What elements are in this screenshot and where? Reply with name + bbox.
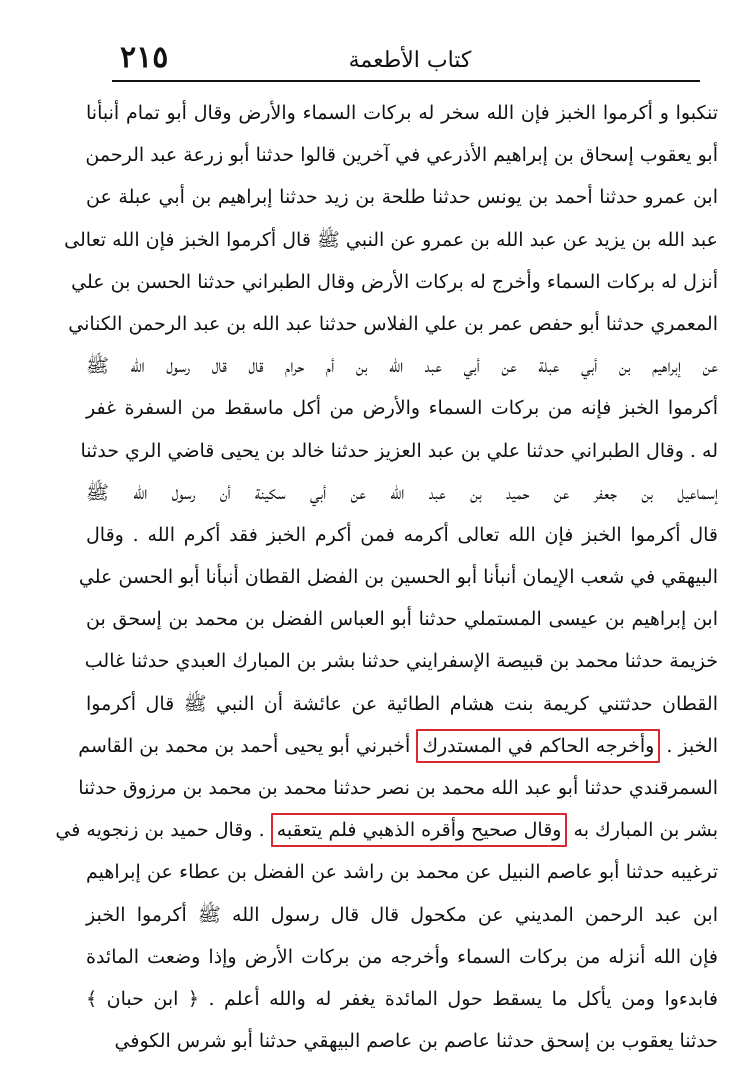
text-segment: تنكبوا و أكرموا الخبز فإن الله سخر له بركات السماء والأرض وقال أبو تمام أنبأنا bbox=[86, 102, 718, 124]
text-line bbox=[68, 303, 718, 345]
text-segment: قال أكرموا الخبز فإن الله تعالى أكرمه فمن أكرم الخبز فقد أكرم الله . وقال bbox=[86, 523, 718, 546]
text-line bbox=[86, 472, 718, 514]
text-segment: المعمري حدثنا أبو حفص عمر بن علي الفلاس حدثنا عبد الله بن عبد الرحمن الكناني bbox=[68, 312, 718, 335]
text-segment: ترغيبه حدثنا أبو عاصم النبيل عن محمد بن راشد عن الفضل بن عطاء عن إبراهيم bbox=[86, 861, 718, 884]
text-segment: عبد الله بن يزيد عن عبد الله بن عمرو عن النبي ﷺ قال أكرموا الخبز فإن الله تعالى bbox=[64, 228, 718, 251]
text-line bbox=[86, 894, 718, 936]
text-segment: فإن الله أنزله من بركات السماء وأخرجه من بركات الأرض وإذا وضعت المائدة bbox=[86, 945, 718, 968]
text-segment: البيهقي في شعب الإيمان أنبأنا أبو الحسين بن الفضل القطان أنبأنا أبو الحسن علي bbox=[78, 566, 718, 589]
text-line bbox=[86, 640, 718, 682]
text-segment: له . وقال الطبراني حدثنا علي بن عبد العزيز حدثنا خالد بن يحيى قاضي الري حدثنا bbox=[80, 439, 718, 462]
text-line bbox=[71, 261, 718, 303]
body-text bbox=[55, 92, 718, 1062]
text-segment: حدثنا يعقوب بن إسحق حدثنا عاصم بن عاصم البيهقي حدثنا أبو شرس الكوفي bbox=[114, 1030, 718, 1053]
text-segment: عن إبراهيم بن أبي عبلة عن أبي عبد الله بن أم حرام قال قال رسول الله ﷺ bbox=[86, 355, 718, 378]
text-line bbox=[86, 936, 718, 978]
text-segment: أخبرني أبو يحيى أحمد بن محمد بن القاسم bbox=[78, 734, 417, 757]
text-segment: الخبز . bbox=[660, 734, 718, 757]
text-segment: . وقال حميد بن زنجويه في bbox=[55, 819, 271, 842]
text-line bbox=[86, 387, 718, 429]
text-line bbox=[86, 345, 718, 387]
text-segment: إسماعيل بن جعفر عن حميد بن عبد الله عن أبي سكينة أن رسول الله ﷺ bbox=[86, 481, 718, 504]
text-line bbox=[86, 134, 718, 176]
text-segment: ابن عمرو حدثنا أحمد بن يونس حدثنا طلحة بن زيد حدثنا إبراهيم بن أبي عبلة عن bbox=[86, 186, 718, 209]
header-rule bbox=[112, 80, 700, 82]
text-segment: ابن إبراهيم بن عيسى المستملي حدثنا أبو العباس الفضل بن محمد بن إسحق بن bbox=[86, 608, 718, 631]
text-segment: ابن عبد الرحمن المديني عن مكحول قال قال رسول الله ﷺ أكرموا الخبز bbox=[86, 903, 718, 926]
page-header bbox=[110, 40, 700, 76]
text-line bbox=[86, 176, 718, 218]
text-line bbox=[86, 683, 718, 725]
text-segment: أنزل له بركات السماء وأخرج له بركات الأرض وقال الطبراني حدثنا الحسن بن علي bbox=[71, 270, 718, 293]
text-segment: أكرموا الخبز فإنه من بركات السماء والأرض من أكل ماسقط من السفرة غفر bbox=[86, 397, 718, 420]
text-line bbox=[78, 725, 718, 767]
text-line bbox=[86, 978, 718, 1020]
text-segment: أبو يعقوب إسحاق بن إبراهيم الأذرعي في آخرين قالوا حدثنا أبو زرعة عبد الرحمن bbox=[85, 144, 718, 167]
text-line bbox=[78, 767, 718, 809]
text-line bbox=[86, 92, 718, 134]
text-line bbox=[55, 809, 718, 851]
text-line bbox=[80, 430, 718, 472]
text-line bbox=[86, 1020, 718, 1062]
text-line bbox=[86, 851, 718, 893]
running-title: كتاب الأطعمة bbox=[348, 48, 472, 73]
text-segment: السمرقندي حدثنا أبو عبد الله محمد بن نصر حدثنا محمد بن محمد بن مرزوق حدثنا bbox=[78, 777, 718, 799]
text-segment: فابدءوا ومن يأكل ما يسقط حول المائدة يغفر له والله أعلم . ﴿ ابن حبان ﴾ bbox=[86, 987, 718, 1010]
highlighted-phrase: وأخرجه الحاكم في المستدرك bbox=[416, 729, 660, 763]
text-line bbox=[64, 219, 718, 261]
text-segment: القطان حدثتني كريمة بنت هشام الطائية عن عائشة أن النبي ﷺ قال أكرموا bbox=[86, 692, 718, 715]
text-line bbox=[86, 514, 718, 556]
text-line bbox=[86, 598, 718, 640]
text-line bbox=[78, 556, 718, 598]
text-segment: خزيمة حدثنا محمد بن قبيصة الإسفرايني حدثنا بشر بن المبارك العبدي حدثنا غالب bbox=[84, 650, 718, 673]
page-number: ٢١٥ bbox=[120, 40, 169, 75]
highlighted-phrase: وقال صحيح وأقره الذهبي فلم يتعقبه bbox=[271, 813, 568, 847]
text-segment: بشر بن المبارك به bbox=[567, 819, 718, 842]
